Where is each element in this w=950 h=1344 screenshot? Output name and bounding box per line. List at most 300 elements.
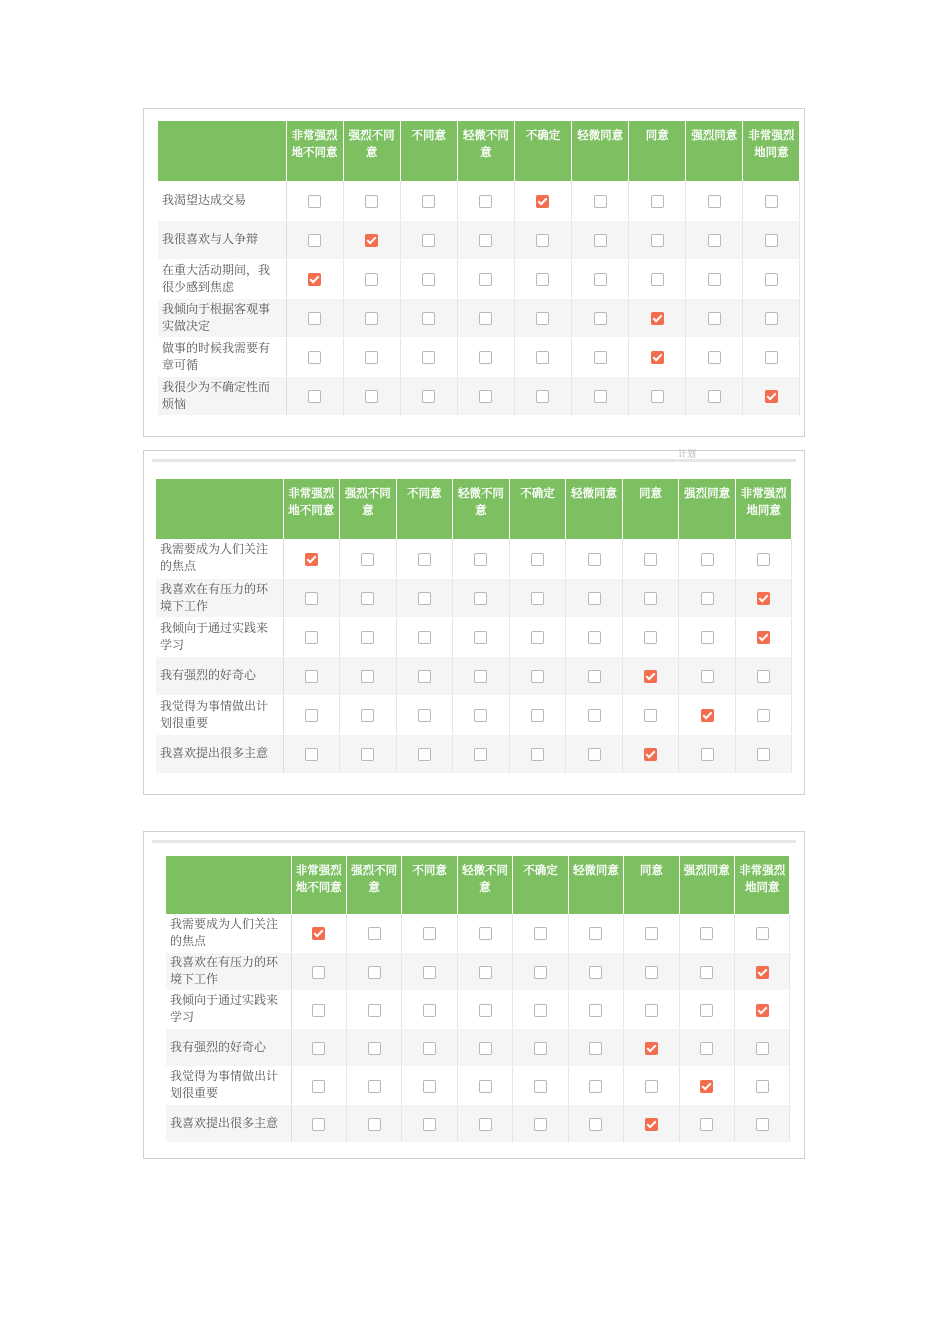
- checkbox[interactable]: [474, 709, 487, 722]
- checkbox[interactable]: [534, 927, 547, 940]
- checkbox[interactable]: [534, 966, 547, 979]
- checkbox[interactable]: [594, 351, 607, 364]
- checkbox[interactable]: [474, 748, 487, 761]
- option-cell: [735, 990, 790, 1028]
- checkbox[interactable]: [368, 966, 381, 979]
- checkbox[interactable]: [474, 631, 487, 644]
- checkbox[interactable]: [422, 312, 435, 325]
- checkbox[interactable]: [423, 1080, 436, 1093]
- checkbox[interactable]: [368, 1080, 381, 1093]
- option-cell: [568, 990, 623, 1028]
- option-cell: [514, 376, 571, 415]
- checkbox-checked[interactable]: [644, 670, 657, 683]
- checkbox[interactable]: [594, 273, 607, 286]
- question-label: 在重大活动期间，我很少感到焦虑: [158, 259, 286, 298]
- option-cell: [283, 656, 340, 695]
- checkbox[interactable]: [594, 234, 607, 247]
- option-cell: [735, 734, 792, 773]
- column-header: 同意: [629, 121, 686, 181]
- option-cell: [513, 990, 568, 1028]
- checkbox[interactable]: [418, 553, 431, 566]
- option-cell: [572, 220, 629, 259]
- checkbox[interactable]: [708, 351, 721, 364]
- option-cell: [629, 337, 686, 376]
- checkbox[interactable]: [479, 312, 492, 325]
- checkbox[interactable]: [534, 1118, 547, 1131]
- checkbox[interactable]: [594, 312, 607, 325]
- option-cell: [283, 539, 340, 578]
- option-cell: [735, 952, 790, 990]
- option-cell: [735, 1028, 790, 1066]
- checkbox[interactable]: [701, 748, 714, 761]
- checkbox[interactable]: [305, 631, 318, 644]
- checkbox[interactable]: [589, 1080, 602, 1093]
- checkbox-checked[interactable]: [644, 748, 657, 761]
- column-header: 强烈同意: [679, 479, 736, 539]
- checkbox[interactable]: [534, 1080, 547, 1093]
- option-cell: [453, 617, 510, 656]
- column-header: 强烈同意: [686, 121, 743, 181]
- checkbox[interactable]: [361, 592, 374, 605]
- option-cell: [679, 990, 734, 1028]
- option-cell: [679, 578, 736, 617]
- checkbox[interactable]: [644, 592, 657, 605]
- option-cell: [457, 1104, 512, 1142]
- checkbox[interactable]: [757, 748, 770, 761]
- survey-panel-2: [143, 450, 805, 795]
- checkbox[interactable]: [361, 670, 374, 683]
- option-cell: [402, 1066, 457, 1104]
- checkbox-checked[interactable]: [651, 312, 664, 325]
- checkbox[interactable]: [479, 1004, 492, 1017]
- checkbox[interactable]: [531, 631, 544, 644]
- option-cell: [513, 914, 568, 952]
- checkbox[interactable]: [700, 927, 713, 940]
- checkbox[interactable]: [308, 351, 321, 364]
- checkbox[interactable]: [765, 312, 778, 325]
- checkbox[interactable]: [422, 390, 435, 403]
- checkbox[interactable]: [361, 748, 374, 761]
- option-cell: [402, 914, 457, 952]
- checkbox[interactable]: [765, 273, 778, 286]
- option-cell: [513, 952, 568, 990]
- option-cell: [622, 578, 679, 617]
- table-row: [158, 259, 800, 298]
- checkbox[interactable]: [479, 390, 492, 403]
- checkbox[interactable]: [368, 1004, 381, 1017]
- column-header: 轻微同意: [566, 479, 623, 539]
- checkbox[interactable]: [588, 748, 601, 761]
- checkbox[interactable]: [423, 1042, 436, 1055]
- option-cell: [686, 376, 743, 415]
- checkbox-checked[interactable]: [700, 1080, 713, 1093]
- checkbox[interactable]: [418, 592, 431, 605]
- checkbox-checked[interactable]: [757, 631, 770, 644]
- option-cell: [572, 259, 629, 298]
- checkbox[interactable]: [765, 234, 778, 247]
- table-row: [156, 656, 792, 695]
- checkbox[interactable]: [418, 631, 431, 644]
- option-cell: [291, 952, 346, 990]
- option-cell: [340, 734, 397, 773]
- option-cell: [743, 376, 800, 415]
- checkbox[interactable]: [644, 631, 657, 644]
- option-cell: [457, 1066, 512, 1104]
- checkbox[interactable]: [531, 709, 544, 722]
- checkbox[interactable]: [589, 1042, 602, 1055]
- checkbox[interactable]: [479, 195, 492, 208]
- checkbox-checked[interactable]: [365, 234, 378, 247]
- option-cell: [457, 990, 512, 1028]
- checkbox[interactable]: [757, 670, 770, 683]
- column-header: 非常强烈地不同意: [291, 856, 346, 914]
- checkbox[interactable]: [594, 195, 607, 208]
- checkbox-checked[interactable]: [305, 553, 318, 566]
- checkbox[interactable]: [422, 273, 435, 286]
- option-cell: [568, 1104, 623, 1142]
- table-row: [156, 578, 792, 617]
- option-cell: [572, 298, 629, 337]
- checkbox[interactable]: [531, 553, 544, 566]
- table-row: [156, 695, 792, 734]
- option-cell: [283, 578, 340, 617]
- checkbox[interactable]: [701, 670, 714, 683]
- checkbox[interactable]: [308, 390, 321, 403]
- checkbox[interactable]: [589, 1004, 602, 1017]
- option-cell: [291, 990, 346, 1028]
- checkbox[interactable]: [305, 748, 318, 761]
- option-cell: [453, 656, 510, 695]
- option-cell: [509, 617, 566, 656]
- checkbox[interactable]: [645, 1004, 658, 1017]
- checkbox[interactable]: [756, 1118, 769, 1131]
- checkbox-checked[interactable]: [701, 709, 714, 722]
- checkbox[interactable]: [479, 966, 492, 979]
- question-label: 我渴望达成交易: [158, 181, 286, 220]
- checkbox[interactable]: [594, 390, 607, 403]
- question-label: 我喜欢在有压力的环境下工作: [166, 952, 291, 990]
- checkbox[interactable]: [534, 1042, 547, 1055]
- option-cell: [686, 337, 743, 376]
- option-cell: [343, 259, 400, 298]
- checkbox[interactable]: [479, 927, 492, 940]
- checkbox[interactable]: [536, 273, 549, 286]
- option-cell: [514, 259, 571, 298]
- option-cell: [400, 376, 457, 415]
- checkbox[interactable]: [479, 1118, 492, 1131]
- option-cell: [624, 952, 679, 990]
- column-header: 轻微不同意: [457, 121, 514, 181]
- checkbox[interactable]: [757, 709, 770, 722]
- checkbox[interactable]: [361, 553, 374, 566]
- option-cell: [402, 1104, 457, 1142]
- option-cell: [566, 695, 623, 734]
- option-cell: [291, 1066, 346, 1104]
- option-cell: [509, 734, 566, 773]
- checkbox[interactable]: [708, 312, 721, 325]
- question-label: 我觉得为事情做出计划很重要: [166, 1066, 291, 1104]
- option-cell: [622, 656, 679, 695]
- checkbox[interactable]: [308, 234, 321, 247]
- option-cell: [513, 1104, 568, 1142]
- checkbox[interactable]: [479, 351, 492, 364]
- checkbox[interactable]: [479, 234, 492, 247]
- option-cell: [513, 1028, 568, 1066]
- checkbox[interactable]: [361, 709, 374, 722]
- option-cell: [402, 1028, 457, 1066]
- checkbox-checked[interactable]: [645, 1042, 658, 1055]
- checkbox[interactable]: [422, 195, 435, 208]
- option-cell: [457, 952, 512, 990]
- option-cell: [346, 1104, 401, 1142]
- table-row: [166, 990, 790, 1028]
- checkbox[interactable]: [589, 1118, 602, 1131]
- checkbox[interactable]: [365, 195, 378, 208]
- checkbox[interactable]: [756, 927, 769, 940]
- option-cell: [286, 259, 343, 298]
- question-label: 我有强烈的好奇心: [156, 656, 283, 695]
- checkbox[interactable]: [423, 1118, 436, 1131]
- checkbox[interactable]: [651, 195, 664, 208]
- option-cell: [686, 181, 743, 220]
- column-header: 非常强烈地同意: [735, 856, 790, 914]
- checkbox[interactable]: [765, 195, 778, 208]
- checkbox[interactable]: [644, 553, 657, 566]
- option-cell: [566, 617, 623, 656]
- checkbox[interactable]: [589, 966, 602, 979]
- checkbox[interactable]: [365, 351, 378, 364]
- column-header: 不确定: [509, 479, 566, 539]
- checkbox[interactable]: [708, 234, 721, 247]
- option-cell: [457, 914, 512, 952]
- option-cell: [735, 914, 790, 952]
- survey-panel-1: [143, 108, 805, 437]
- checkbox-checked[interactable]: [765, 390, 778, 403]
- checkbox[interactable]: [365, 273, 378, 286]
- option-cell: [340, 695, 397, 734]
- option-cell: [622, 734, 679, 773]
- option-cell: [400, 181, 457, 220]
- option-cell: [566, 578, 623, 617]
- checkbox[interactable]: [418, 670, 431, 683]
- checkbox[interactable]: [588, 709, 601, 722]
- option-cell: [286, 220, 343, 259]
- option-cell: [396, 695, 453, 734]
- checkbox[interactable]: [536, 312, 549, 325]
- checkbox[interactable]: [305, 592, 318, 605]
- option-cell: [679, 952, 734, 990]
- option-cell: [743, 337, 800, 376]
- checkbox-checked[interactable]: [645, 1118, 658, 1131]
- table-row: [158, 181, 800, 220]
- checkbox-checked[interactable]: [651, 351, 664, 364]
- option-cell: [457, 298, 514, 337]
- checkbox[interactable]: [422, 234, 435, 247]
- option-cell: [679, 539, 736, 578]
- option-cell: [679, 1028, 734, 1066]
- column-header: 不确定: [514, 121, 571, 181]
- checkbox[interactable]: [479, 1080, 492, 1093]
- option-cell: [509, 578, 566, 617]
- question-label: 我需要成为人们关注的焦点: [166, 914, 291, 952]
- checkbox[interactable]: [422, 351, 435, 364]
- option-cell: [735, 617, 792, 656]
- option-cell: [513, 1066, 568, 1104]
- checkbox[interactable]: [474, 592, 487, 605]
- checkbox[interactable]: [651, 234, 664, 247]
- checkbox[interactable]: [365, 312, 378, 325]
- checkbox[interactable]: [531, 748, 544, 761]
- checkbox[interactable]: [536, 351, 549, 364]
- checkbox[interactable]: [651, 273, 664, 286]
- option-cell: [679, 1066, 734, 1104]
- option-cell: [457, 376, 514, 415]
- checkbox[interactable]: [588, 592, 601, 605]
- checkbox[interactable]: [700, 966, 713, 979]
- checkbox[interactable]: [418, 709, 431, 722]
- option-cell: [514, 181, 571, 220]
- checkbox[interactable]: [474, 670, 487, 683]
- checkbox[interactable]: [305, 670, 318, 683]
- survey-table-1: [158, 121, 800, 416]
- option-cell: [572, 376, 629, 415]
- option-cell: [400, 298, 457, 337]
- checkbox[interactable]: [423, 1004, 436, 1017]
- option-cell: [679, 695, 736, 734]
- checkbox[interactable]: [305, 709, 318, 722]
- checkbox[interactable]: [700, 1118, 713, 1131]
- checkbox[interactable]: [708, 273, 721, 286]
- checkbox[interactable]: [474, 553, 487, 566]
- checkbox[interactable]: [701, 592, 714, 605]
- option-cell: [453, 539, 510, 578]
- option-cell: [346, 914, 401, 952]
- option-cell: [286, 376, 343, 415]
- option-cell: [291, 1104, 346, 1142]
- checkbox[interactable]: [423, 966, 436, 979]
- checkbox[interactable]: [423, 927, 436, 940]
- question-label: 我需要成为人们关注的焦点: [156, 539, 283, 578]
- checkbox[interactable]: [312, 1042, 325, 1055]
- checkbox[interactable]: [368, 1118, 381, 1131]
- checkbox[interactable]: [700, 1004, 713, 1017]
- option-cell: [396, 734, 453, 773]
- checkbox[interactable]: [308, 195, 321, 208]
- checkbox[interactable]: [708, 390, 721, 403]
- checkbox[interactable]: [312, 1004, 325, 1017]
- checkbox[interactable]: [312, 966, 325, 979]
- checkbox[interactable]: [536, 390, 549, 403]
- column-header: 非常强烈地同意: [743, 121, 800, 181]
- checkbox[interactable]: [645, 966, 658, 979]
- checkbox[interactable]: [651, 390, 664, 403]
- option-cell: [396, 617, 453, 656]
- checkbox[interactable]: [645, 1080, 658, 1093]
- header-row: [158, 121, 800, 181]
- checkbox[interactable]: [708, 195, 721, 208]
- divider: [152, 459, 796, 462]
- checkbox[interactable]: [645, 927, 658, 940]
- option-cell: [572, 337, 629, 376]
- checkbox[interactable]: [368, 927, 381, 940]
- column-header: 强烈同意: [679, 856, 734, 914]
- checkbox[interactable]: [644, 709, 657, 722]
- checkbox[interactable]: [588, 553, 601, 566]
- column-header: 非常强烈地不同意: [283, 479, 340, 539]
- option-cell: [735, 1104, 790, 1142]
- option-cell: [286, 298, 343, 337]
- checkbox[interactable]: [756, 1080, 769, 1093]
- option-cell: [735, 578, 792, 617]
- question-label: 我有强烈的好奇心: [166, 1028, 291, 1066]
- checkbox[interactable]: [757, 553, 770, 566]
- checkbox[interactable]: [701, 631, 714, 644]
- option-cell: [396, 539, 453, 578]
- option-cell: [629, 298, 686, 337]
- checkbox[interactable]: [588, 631, 601, 644]
- checkbox[interactable]: [589, 927, 602, 940]
- checkbox[interactable]: [312, 1080, 325, 1093]
- option-cell: [343, 298, 400, 337]
- option-cell: [568, 952, 623, 990]
- option-cell: [400, 259, 457, 298]
- table-row: [166, 952, 790, 990]
- table-row: [156, 539, 792, 578]
- checkbox[interactable]: [418, 748, 431, 761]
- option-cell: [514, 337, 571, 376]
- checkbox[interactable]: [765, 351, 778, 364]
- checkbox-checked[interactable]: [756, 1004, 769, 1017]
- checkbox-checked[interactable]: [756, 966, 769, 979]
- checkbox[interactable]: [308, 312, 321, 325]
- option-cell: [286, 337, 343, 376]
- checkbox[interactable]: [312, 1118, 325, 1131]
- option-cell: [453, 695, 510, 734]
- option-cell: [283, 695, 340, 734]
- option-cell: [457, 337, 514, 376]
- option-cell: [402, 952, 457, 990]
- checkbox[interactable]: [531, 670, 544, 683]
- checkbox[interactable]: [368, 1042, 381, 1055]
- checkbox-checked[interactable]: [536, 195, 549, 208]
- survey-panel-3: [143, 831, 805, 1159]
- column-header: 不同意: [400, 121, 457, 181]
- column-header: 非常强烈地不同意: [286, 121, 343, 181]
- checkbox-checked[interactable]: [312, 927, 325, 940]
- checkbox[interactable]: [479, 1042, 492, 1055]
- option-cell: [291, 1028, 346, 1066]
- checkbox[interactable]: [365, 390, 378, 403]
- column-header: 轻微同意: [572, 121, 629, 181]
- option-cell: [679, 914, 734, 952]
- checkbox[interactable]: [479, 273, 492, 286]
- option-cell: [340, 578, 397, 617]
- checkbox[interactable]: [701, 553, 714, 566]
- checkbox[interactable]: [588, 670, 601, 683]
- checkbox[interactable]: [531, 592, 544, 605]
- checkbox[interactable]: [361, 631, 374, 644]
- checkbox[interactable]: [536, 234, 549, 247]
- checkbox-checked[interactable]: [308, 273, 321, 286]
- checkbox[interactable]: [756, 1042, 769, 1055]
- checkbox[interactable]: [700, 1042, 713, 1055]
- question-label: 我喜欢提出很多主意: [156, 734, 283, 773]
- checkbox[interactable]: [534, 1004, 547, 1017]
- option-cell: [343, 337, 400, 376]
- question-column-header: [166, 856, 291, 914]
- checkbox-checked[interactable]: [757, 592, 770, 605]
- option-cell: [624, 1066, 679, 1104]
